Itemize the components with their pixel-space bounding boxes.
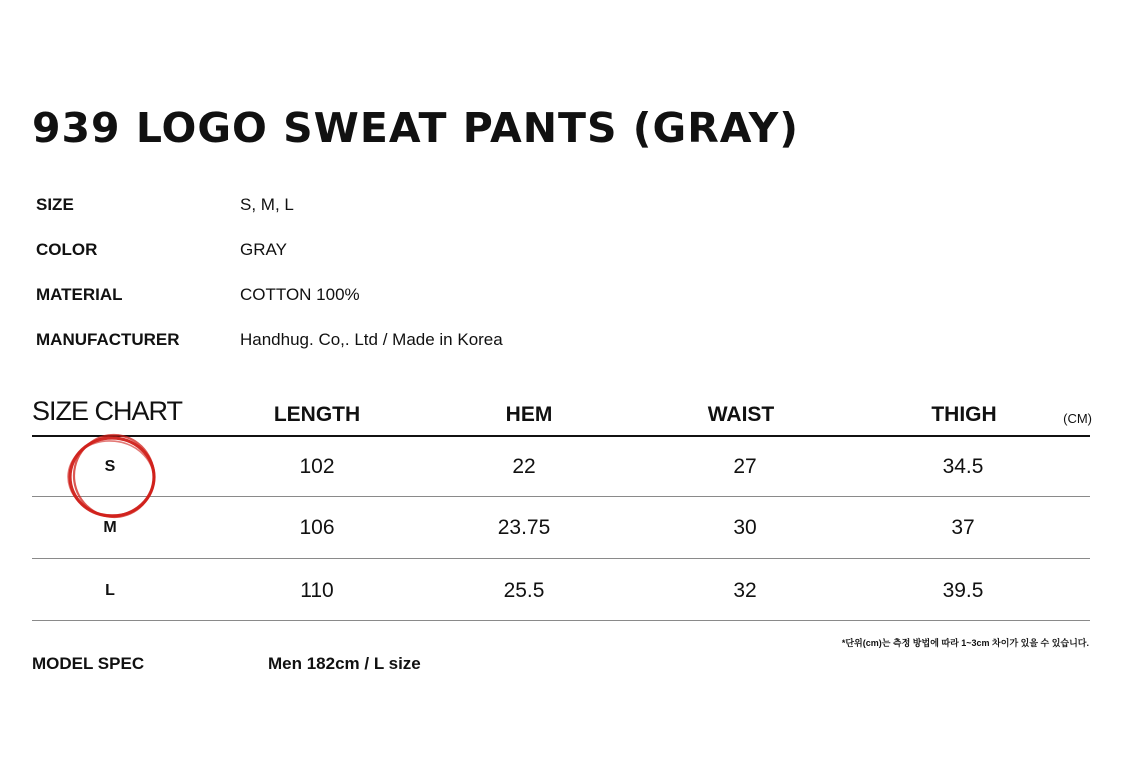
model-spec-value: Men 182cm / L size <box>268 654 421 673</box>
measurement-note: *단위(cm)는 측정 방법에 따라 1~3cm 차이가 있을 수 있습니다. <box>841 638 1089 648</box>
hem-cell: 23.75 <box>497 516 551 539</box>
waist-cell: 27 <box>733 455 757 478</box>
spec-label: MATERIAL <box>36 285 123 304</box>
column-header-length: LENGTH <box>273 403 361 426</box>
size-cell: L <box>105 582 115 599</box>
waist-cell: 30 <box>733 516 757 539</box>
row-divider <box>32 496 1090 497</box>
hem-cell: 22 <box>512 455 536 478</box>
table-row <box>32 437 1090 497</box>
spec-value: S, M, L <box>240 195 294 214</box>
unit-label: (CM) <box>1063 411 1092 426</box>
row-divider <box>32 558 1090 559</box>
spec-label: COLOR <box>36 240 98 259</box>
spec-label: MANUFACTURER <box>36 330 180 349</box>
table-row <box>32 498 1090 558</box>
thigh-cell: 37 <box>951 516 975 539</box>
size-cell: M <box>103 519 117 536</box>
spec-row-size <box>36 193 736 217</box>
spec-value: Handhug. Co,. Ltd / Made in Korea <box>240 330 503 349</box>
size-cell: S <box>104 458 116 475</box>
column-header-hem: HEM <box>505 403 553 426</box>
size-chart-header <box>32 392 1092 436</box>
spec-value: COTTON 100% <box>240 285 360 304</box>
table-row <box>32 561 1090 621</box>
waist-cell: 32 <box>733 579 757 602</box>
spec-label: SIZE <box>36 195 74 214</box>
model-spec-label: MODEL SPEC <box>32 654 145 673</box>
size-chart-title: SIZE CHART <box>32 396 183 426</box>
hem-cell: 25.5 <box>503 579 545 602</box>
thigh-cell: 34.5 <box>942 455 984 478</box>
column-header-waist: WAIST <box>707 403 775 426</box>
spec-row-material <box>36 283 736 307</box>
length-cell: 110 <box>300 579 334 602</box>
highlight-circle-icon <box>66 432 162 522</box>
spec-value: GRAY <box>240 240 287 259</box>
spec-row-color <box>36 238 736 262</box>
spec-row-manufacturer <box>36 328 736 352</box>
thigh-cell: 39.5 <box>942 579 984 602</box>
product-title: 939 LOGO SWEAT PANTS (GRAY) <box>32 104 800 152</box>
column-header-thigh: THIGH <box>931 403 997 426</box>
row-divider <box>32 620 1090 621</box>
length-cell: 106 <box>299 516 335 539</box>
length-cell: 102 <box>299 455 335 478</box>
